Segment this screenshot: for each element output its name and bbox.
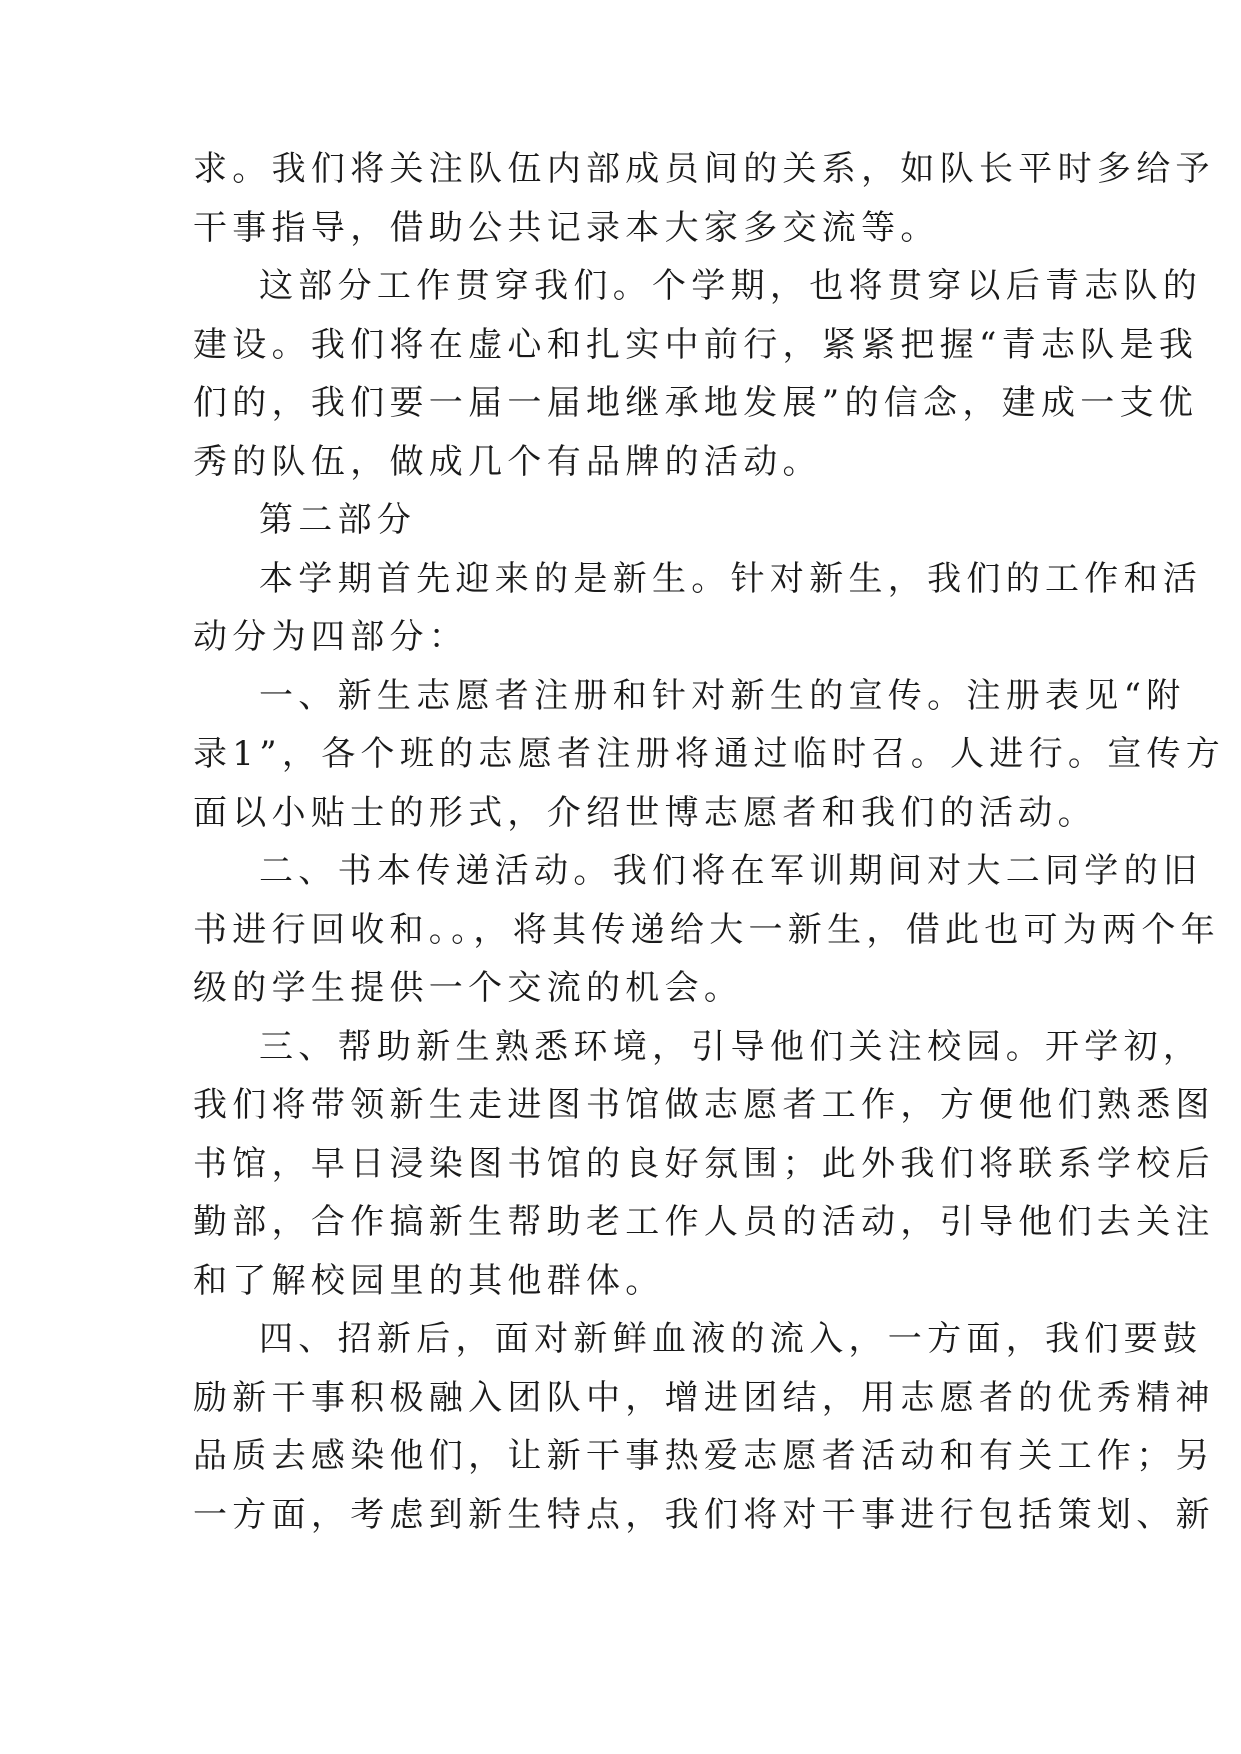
- text-line: 建设。我们将在虚心和扎实中前行，紧紧把握“青志队是我: [193, 324, 1199, 365]
- text-line: 勤部，合作搞新生帮助老工作人员的活动，引导他们去关注: [193, 1202, 1215, 1242]
- body-text: [193, 140, 1226, 1544]
- text-line: 们的，我们要一届一届地继承地发展”的信念，建成一支优: [193, 383, 1199, 423]
- text-line: 求。我们将关注队伍内部成员间的关系，如队长平时多给予: [193, 149, 1215, 189]
- text-line: 一方面，考虑到新生特点，我们将对干事进行包括策划、新: [193, 1494, 1215, 1535]
- text-line: 励新干事积极融入团队中，增进团结，用志愿者的优秀精神: [193, 1377, 1215, 1418]
- text-line: 录1”，各个班的志愿者注册将通过临时召。人进行。宣传方: [193, 734, 1226, 774]
- paragraph-start-line: 一、新生志愿者注册和针对新生的宣传。注册表见“附: [259, 675, 1186, 716]
- text-line: 书进行回收和。。，将其传递给大一新生，借此也可为两个年: [193, 909, 1221, 950]
- paragraph-start-line: 这部分工作贯穿我们。个学期，也将贯穿以后青志队的: [259, 266, 1203, 306]
- text-line: 书馆，早日浸染图书馆的良好氛围；此外我们将联系学校后: [193, 1143, 1215, 1184]
- text-line: 级的学生提供一个交流的机会。: [193, 968, 744, 1008]
- text-line: 干事指导，借助公共记录本大家多交流等。: [193, 207, 940, 248]
- text-line: 动分为四部分：: [193, 617, 469, 657]
- text-line: 我们将带领新生走进图书馆做志愿者工作，方便他们熟悉图: [193, 1085, 1215, 1125]
- paragraph-start-line: 本学期首先迎来的是新生。针对新生，我们的工作和活: [259, 558, 1203, 599]
- section-heading: 第二部分: [259, 500, 417, 540]
- text-line: 和了解校园里的其他群体。: [193, 1260, 665, 1301]
- paragraph-start-line: 四、招新后，面对新鲜血液的流入，一方面，我们要鼓: [259, 1319, 1203, 1359]
- text-line: 秀的队伍，做成几个有品牌的活动。: [193, 441, 822, 482]
- text-line: 品质去感染他们，让新干事热爱志愿者活动和有关工作；另: [193, 1436, 1215, 1476]
- paragraph-start-line: 三、帮助新生熟悉环境，引导他们关注校园。开学初，: [259, 1026, 1203, 1067]
- paragraph-start-line: 二、书本传递活动。我们将在军训期间对大二同学的旧: [259, 851, 1203, 891]
- text-line: 面以小贴士的形式，介绍世博志愿者和我们的活动。: [193, 792, 1097, 833]
